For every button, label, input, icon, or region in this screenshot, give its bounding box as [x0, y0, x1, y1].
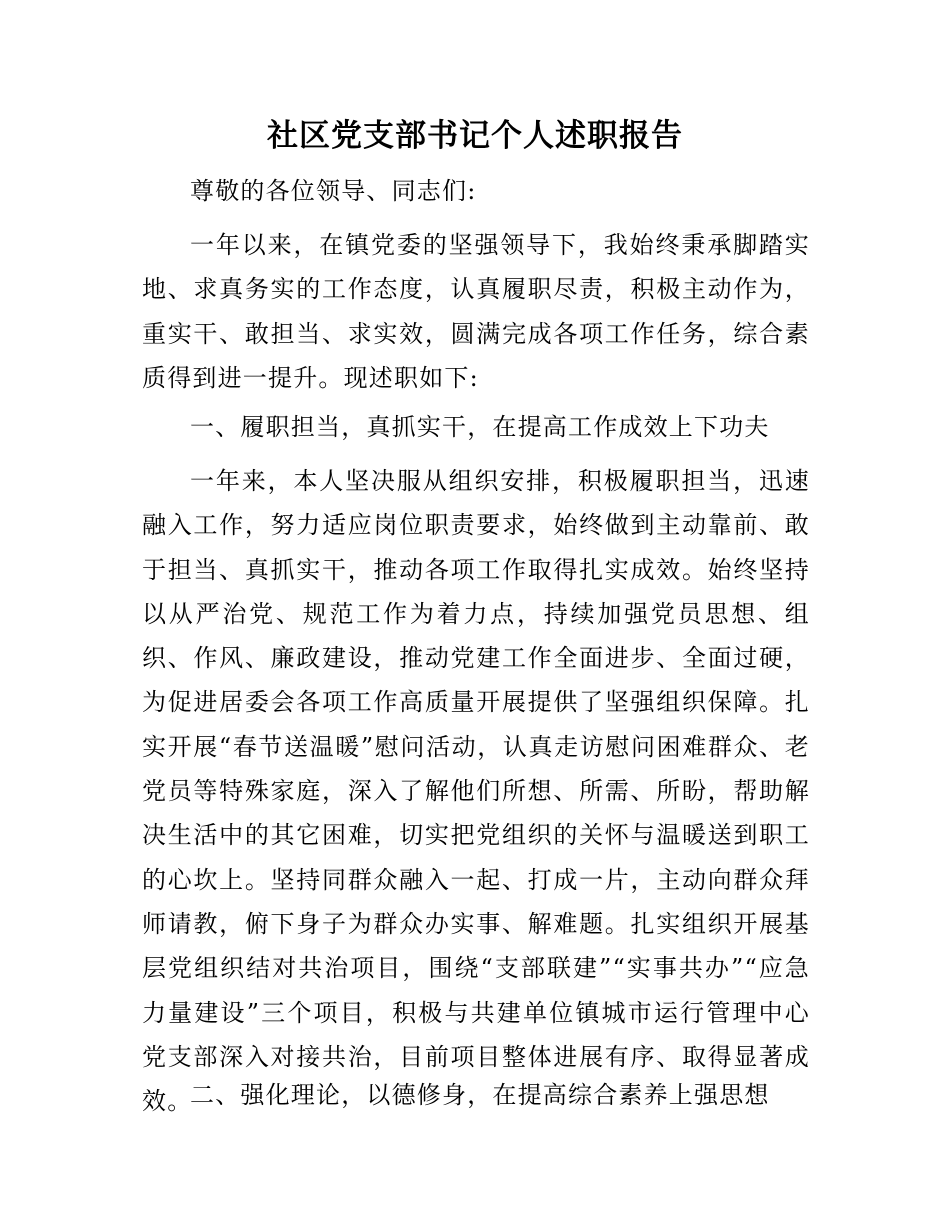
- section-1-body: 一年来，本人坚决服从组织安排，积极履职担当，迅速融入工作，努力适应岗位职责要求，始终做到主动靠前、敢于担当、真抓实干，推动各项工作取得扎实成效。始终坚持以从严治党、规范工作为着力点，持续加强党员思想、组织、作风、廉政建设，推动党建工作全面进步、全面过硬，为促进居委会各项工作高质量开展提供了坚强组织保障。扎实开展“春节送温暖”慰问活动，认真走访慰问困难群众、老党员等特殊家庭，深入了解他们所想、所需、所盼，帮助解决生活中的其它困难，切实把党组织的关怀与温暖送到职工的心坎上。坚持同群众融入一起、打成一片，主动向群众拜师请教，俯下身子为群众办实事、解难题。扎实组织开展基层党组织结对共治项目，围绕“支部联建”“实事共办”“应急力量建设”三个项目，积极与共建单位镇城市运行管理中心党支部深入对接共治，目前项目整体进展有序、取得显著成效。: [142, 467, 810, 1116]
- document-title: 社区党支部书记个人述职报告: [267, 118, 683, 154]
- section-2-heading: 二、强化理论，以德修身，在提高综合素养上强思想: [190, 1081, 770, 1109]
- greeting-paragraph: 尊敬的各位领导、同志们:: [190, 177, 477, 205]
- section-1-heading: 一、履职担当，真抓实干，在提高工作成效上下功夫: [190, 413, 770, 441]
- intro-paragraph: 一年以来，在镇党委的坚强领导下，我始终秉承脚踏实地、求真务实的工作态度，认真履职尽责，积极主动作为，重实干、敢担当、求实效，圆满完成各项工作任务，综合素质得到进一提升。现述职如下:: [142, 231, 810, 392]
